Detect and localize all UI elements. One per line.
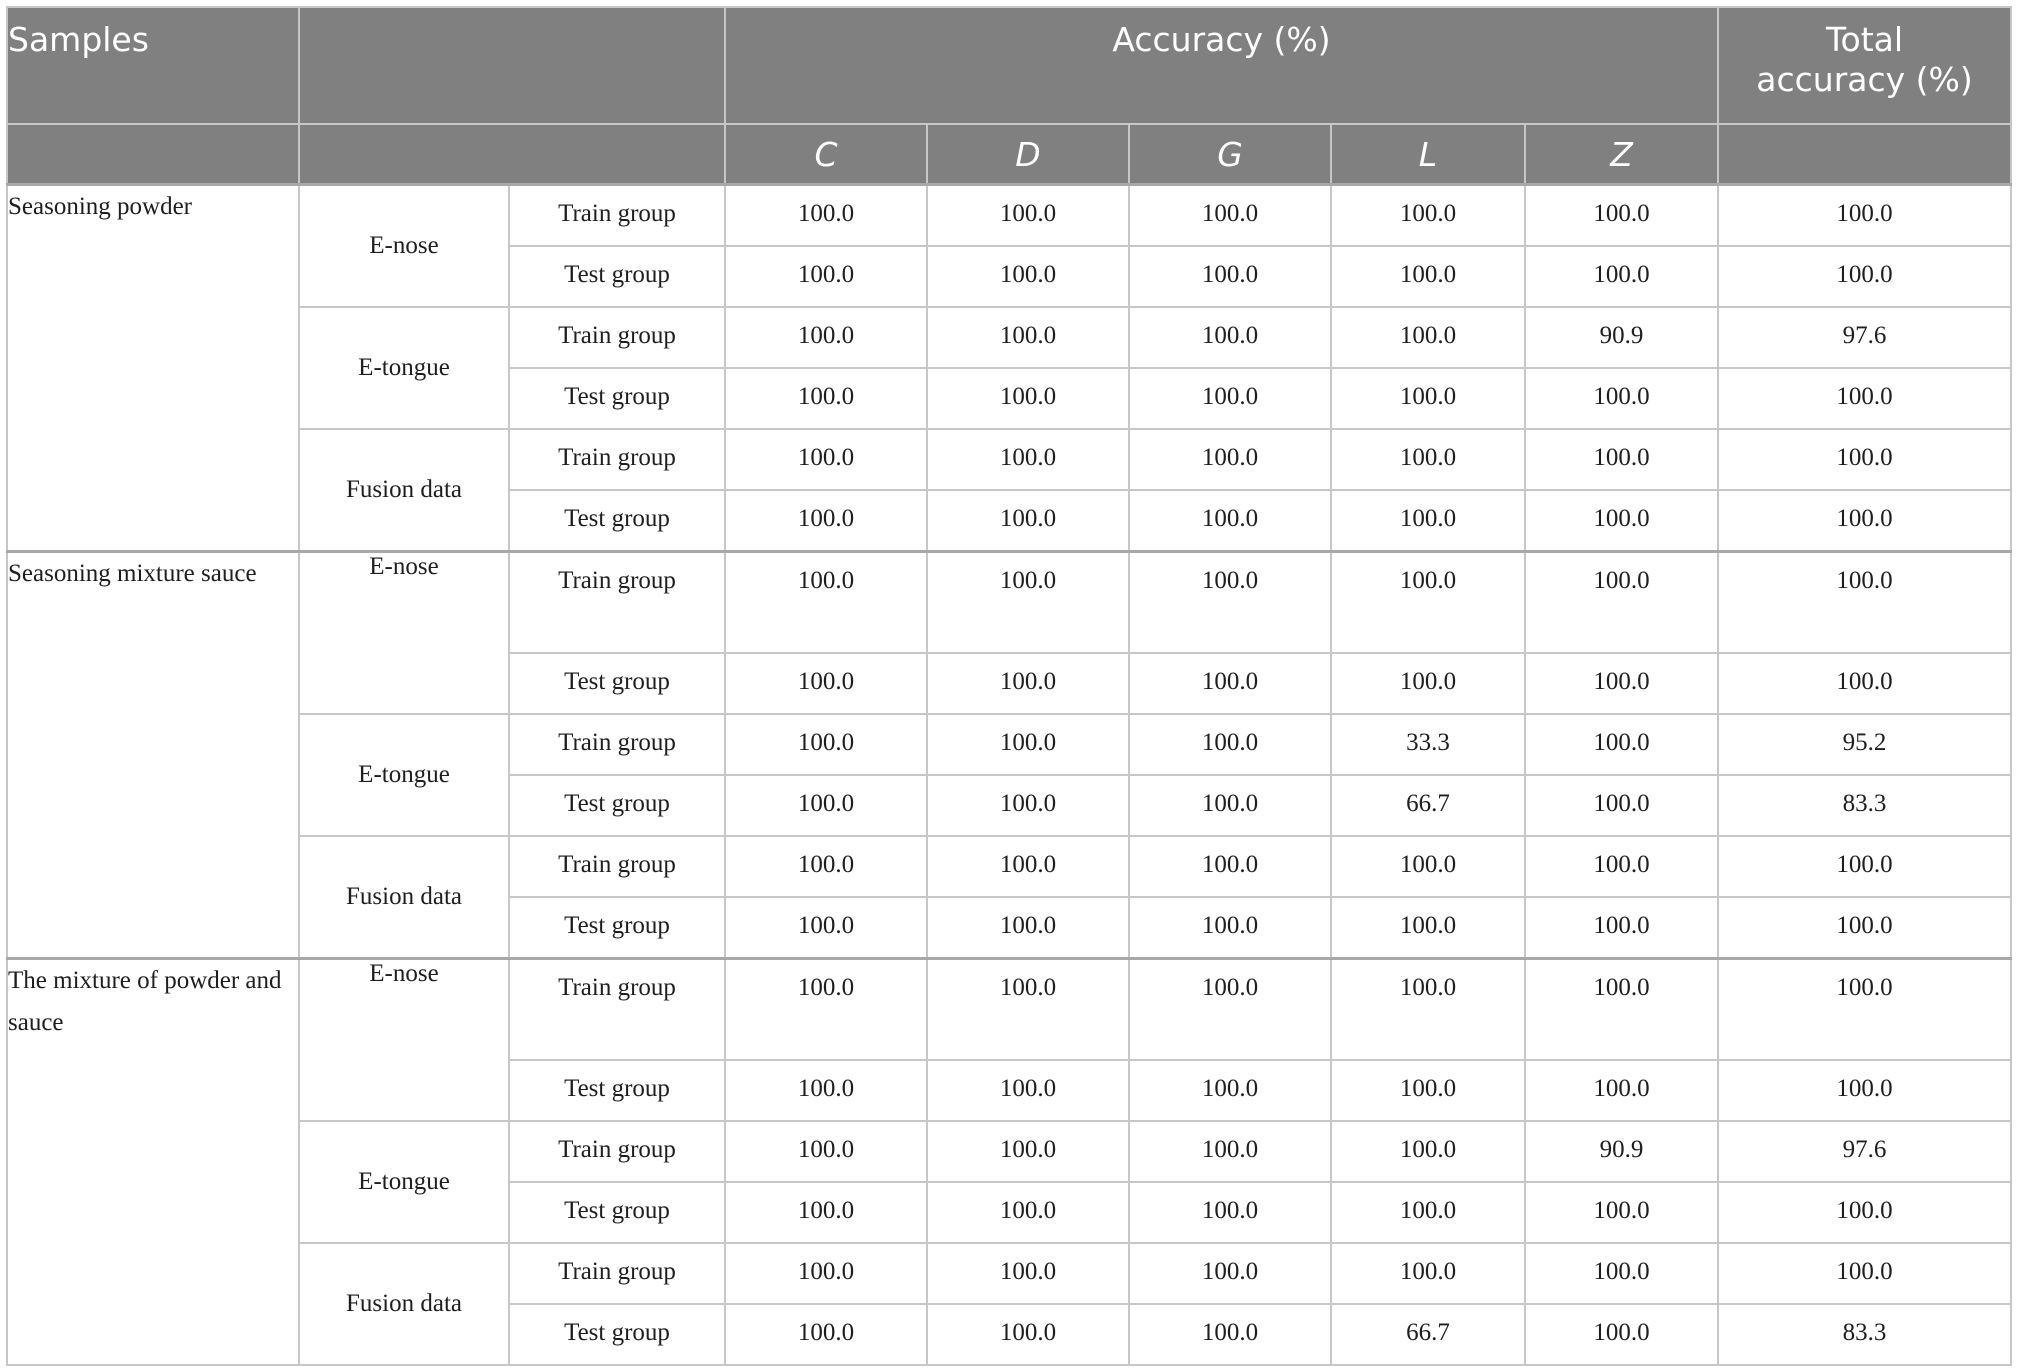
class-header: L	[1331, 124, 1525, 185]
accuracy-value: 100.0	[725, 1060, 927, 1121]
accuracy-value: 100.0	[927, 429, 1129, 490]
accuracy-value: 100.0	[1129, 490, 1331, 552]
accuracy-value: 100.0	[1525, 836, 1718, 897]
accuracy-value: 100.0	[725, 490, 927, 552]
method-name: E-tongue	[299, 1121, 509, 1243]
accuracy-value: 100.0	[1331, 552, 1525, 654]
total-accuracy-value: 100.0	[1718, 836, 2011, 897]
group-label: Test group	[509, 1304, 725, 1365]
accuracy-value: 100.0	[1129, 1182, 1331, 1243]
group-label: Test group	[509, 1182, 725, 1243]
accuracy-value: 100.0	[1525, 185, 1718, 247]
total-accuracy-value: 100.0	[1718, 490, 2011, 552]
class-header-row	[7, 124, 2011, 185]
accuracy-value: 90.9	[1525, 307, 1718, 368]
accuracy-value: 100.0	[725, 653, 927, 714]
method-name: Fusion data	[299, 429, 509, 552]
accuracy-value: 100.0	[725, 368, 927, 429]
group-label: Test group	[509, 897, 725, 959]
total-accuracy-value: 100.0	[1718, 246, 2011, 307]
accuracy-value: 100.0	[1525, 552, 1718, 654]
blank-subheader	[299, 124, 725, 185]
accuracy-value: 100.0	[1525, 246, 1718, 307]
accuracy-value: 100.0	[725, 185, 927, 247]
total-accuracy-value: 100.0	[1718, 1182, 2011, 1243]
class-header: C	[725, 124, 927, 185]
total-accuracy-value: 97.6	[1718, 307, 2011, 368]
total-accuracy-header	[1718, 7, 2011, 124]
accuracy-value: 100.0	[1129, 653, 1331, 714]
group-label: Train group	[509, 307, 725, 368]
group-label: Train group	[509, 714, 725, 775]
class-header: Z	[1525, 124, 1718, 185]
accuracy-value: 100.0	[1129, 714, 1331, 775]
accuracy-value: 100.0	[927, 490, 1129, 552]
accuracy-value: 100.0	[927, 1060, 1129, 1121]
accuracy-value: 100.0	[927, 368, 1129, 429]
total-accuracy-value: 100.0	[1718, 1060, 2011, 1121]
method-name: E-tongue	[299, 307, 509, 429]
total-accuracy-value: 100.0	[1718, 429, 2011, 490]
total-accuracy-value: 100.0	[1718, 552, 2011, 654]
accuracy-value: 100.0	[1129, 368, 1331, 429]
total-accuracy-value: 83.3	[1718, 1304, 2011, 1365]
total-accuracy-value: 95.2	[1718, 714, 2011, 775]
accuracy-value: 100.0	[927, 1121, 1129, 1182]
method-name: Fusion data	[299, 1243, 509, 1365]
accuracy-value: 33.3	[1331, 714, 1525, 775]
accuracy-value: 100.0	[1331, 429, 1525, 490]
accuracy-value: 100.0	[1331, 653, 1525, 714]
accuracy-value: 100.0	[1525, 1243, 1718, 1304]
total-accuracy-header-line2: accuracy (%)	[1756, 60, 1973, 99]
accuracy-value: 100.0	[1525, 653, 1718, 714]
accuracy-value: 100.0	[1129, 552, 1331, 654]
accuracy-value: 100.0	[1129, 1121, 1331, 1182]
total-accuracy-value: 100.0	[1718, 897, 2011, 959]
table-row	[7, 552, 2011, 654]
accuracy-value: 100.0	[1129, 307, 1331, 368]
total-accuracy-value: 100.0	[1718, 368, 2011, 429]
blank-subheader	[7, 124, 299, 185]
sample-block	[7, 552, 2011, 959]
accuracy-value: 100.0	[1331, 897, 1525, 959]
accuracy-value: 100.0	[1129, 185, 1331, 247]
accuracy-table	[6, 6, 2012, 1366]
accuracy-value: 100.0	[725, 775, 927, 836]
group-label: Train group	[509, 185, 725, 247]
accuracy-value: 100.0	[1331, 246, 1525, 307]
accuracy-value: 100.0	[1331, 490, 1525, 552]
accuracy-value: 100.0	[725, 1121, 927, 1182]
group-label: Test group	[509, 246, 725, 307]
accuracy-value: 100.0	[927, 775, 1129, 836]
accuracy-value: 100.0	[1331, 1243, 1525, 1304]
method-name: E-nose	[299, 552, 509, 715]
blank-header	[299, 7, 725, 124]
accuracy-header: Accuracy (%)	[725, 7, 1718, 124]
accuracy-value: 100.0	[725, 1243, 927, 1304]
accuracy-value: 100.0	[725, 307, 927, 368]
blank-subheader	[1718, 124, 2011, 185]
group-label: Test group	[509, 1060, 725, 1121]
accuracy-value: 100.0	[927, 185, 1129, 247]
accuracy-value: 100.0	[725, 836, 927, 897]
accuracy-value: 66.7	[1331, 1304, 1525, 1365]
accuracy-value: 100.0	[1525, 714, 1718, 775]
accuracy-value: 100.0	[927, 897, 1129, 959]
accuracy-value: 100.0	[1129, 1243, 1331, 1304]
accuracy-value: 100.0	[927, 1304, 1129, 1365]
accuracy-value: 100.0	[725, 1182, 927, 1243]
method-name: E-nose	[299, 959, 509, 1122]
accuracy-value: 100.0	[1331, 1121, 1525, 1182]
accuracy-value: 100.0	[927, 1182, 1129, 1243]
sample-block	[7, 959, 2011, 1366]
accuracy-value: 100.0	[725, 1304, 927, 1365]
accuracy-value: 100.0	[1331, 185, 1525, 247]
method-name: E-nose	[299, 185, 509, 308]
table-row	[7, 1243, 2011, 1304]
group-label: Test group	[509, 775, 725, 836]
group-label: Test group	[509, 653, 725, 714]
accuracy-value: 100.0	[1129, 775, 1331, 836]
accuracy-value: 100.0	[927, 246, 1129, 307]
accuracy-value: 100.0	[725, 246, 927, 307]
accuracy-value: 100.0	[1331, 1060, 1525, 1121]
group-label: Train group	[509, 959, 725, 1061]
class-header: D	[927, 124, 1129, 185]
accuracy-value: 100.0	[1331, 836, 1525, 897]
accuracy-value: 100.0	[725, 959, 927, 1061]
group-label: Test group	[509, 368, 725, 429]
total-accuracy-value: 83.3	[1718, 775, 2011, 836]
accuracy-value: 100.0	[1129, 1060, 1331, 1121]
table-row	[7, 714, 2011, 775]
accuracy-value: 66.7	[1331, 775, 1525, 836]
accuracy-value: 100.0	[1525, 1304, 1718, 1365]
table-row	[7, 429, 2011, 490]
accuracy-value: 100.0	[1129, 897, 1331, 959]
group-label: Train group	[509, 836, 725, 897]
accuracy-value: 100.0	[725, 429, 927, 490]
sample-name: Seasoning powder	[7, 185, 299, 552]
accuracy-value: 100.0	[927, 307, 1129, 368]
accuracy-value: 100.0	[1525, 1060, 1718, 1121]
table-row	[7, 1121, 2011, 1182]
accuracy-value: 90.9	[1525, 1121, 1718, 1182]
accuracy-value: 100.0	[1331, 368, 1525, 429]
accuracy-value: 100.0	[927, 959, 1129, 1061]
accuracy-value: 100.0	[927, 714, 1129, 775]
method-name: E-tongue	[299, 714, 509, 836]
accuracy-value: 100.0	[1525, 368, 1718, 429]
accuracy-value: 100.0	[1525, 897, 1718, 959]
table-row	[7, 959, 2011, 1061]
total-accuracy-value: 100.0	[1718, 1243, 2011, 1304]
accuracy-value: 100.0	[725, 897, 927, 959]
accuracy-value: 100.0	[1525, 429, 1718, 490]
class-header: G	[1129, 124, 1331, 185]
accuracy-value: 100.0	[1331, 1182, 1525, 1243]
table-row	[7, 185, 2011, 247]
accuracy-value: 100.0	[1331, 307, 1525, 368]
sample-name: Seasoning mixture sauce	[7, 552, 299, 959]
accuracy-value: 100.0	[927, 552, 1129, 654]
accuracy-value: 100.0	[725, 714, 927, 775]
total-accuracy-header-line1: Total	[1825, 20, 1904, 59]
group-label: Train group	[509, 552, 725, 654]
accuracy-value: 100.0	[1525, 1182, 1718, 1243]
group-label: Train group	[509, 1121, 725, 1182]
accuracy-value: 100.0	[927, 1243, 1129, 1304]
total-accuracy-value: 100.0	[1718, 653, 2011, 714]
group-label: Test group	[509, 490, 725, 552]
accuracy-value: 100.0	[927, 653, 1129, 714]
table-row	[7, 307, 2011, 368]
sample-name: The mixture of powder and sauce	[7, 959, 299, 1366]
group-label: Train group	[509, 1243, 725, 1304]
accuracy-value: 100.0	[1129, 429, 1331, 490]
accuracy-value: 100.0	[927, 836, 1129, 897]
header-row	[7, 7, 2011, 124]
accuracy-value: 100.0	[1129, 246, 1331, 307]
sample-block	[7, 185, 2011, 552]
group-label: Train group	[509, 429, 725, 490]
total-accuracy-value: 97.6	[1718, 1121, 2011, 1182]
table-row	[7, 836, 2011, 897]
accuracy-value: 100.0	[1331, 959, 1525, 1061]
total-accuracy-value: 100.0	[1718, 959, 2011, 1061]
accuracy-value: 100.0	[1525, 490, 1718, 552]
accuracy-value: 100.0	[1525, 959, 1718, 1061]
accuracy-value: 100.0	[1129, 959, 1331, 1061]
accuracy-value: 100.0	[725, 552, 927, 654]
method-name: Fusion data	[299, 836, 509, 959]
samples-header: Samples	[7, 7, 299, 124]
accuracy-value: 100.0	[1129, 1304, 1331, 1365]
total-accuracy-value: 100.0	[1718, 185, 2011, 247]
accuracy-value: 100.0	[1129, 836, 1331, 897]
accuracy-value: 100.0	[1525, 775, 1718, 836]
